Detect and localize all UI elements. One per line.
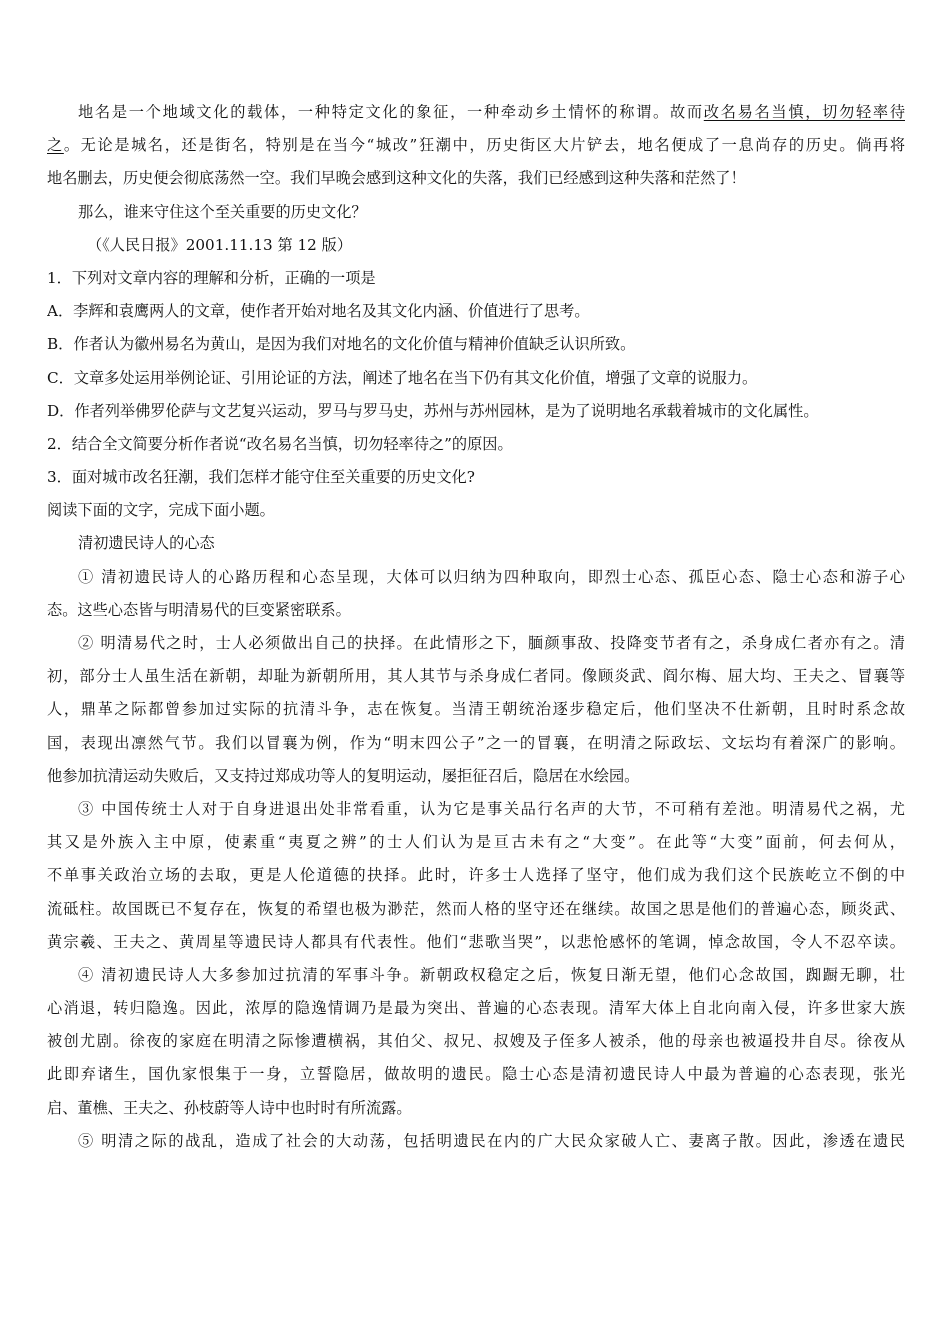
paragraph-4-line3: 被创尤剧。徐夜的家庭在明清之际惨遭横祸，其伯父、叔兄、叔嫂及子侄多人被杀，他的母亲也被逼投井自尽。徐夜从 [47, 1032, 905, 1051]
paragraph-1-line1: ① 清初遗民诗人的心路历程和心态呈现，大体可以归纳为四种取向，即烈士心态、孤臣心态、隐士心态和游子心 [78, 567, 905, 586]
question-3: 3．面对城市改名狂潮，我们怎样才能守住至关重要的历史文化? [47, 468, 475, 487]
passage1-p1-line1 [47, 96, 905, 129]
article-title: 清初遗民诗人的心态 [78, 534, 215, 553]
paragraph-3-line3: 不单事关政治立场的去取，更是人伦道德的抉择。此时，许多士人选择了坚守，他们成为我们这个民族屹立不倒的中 [47, 866, 905, 885]
paragraph-3-line1: ③ 中国传统士人对于自身进退出处非常看重，认为它是事关品行名声的大节，不可稍有差池。明清易代之祸，尤 [78, 799, 905, 818]
paragraph-4-line4: 此即弃诸生，国仇家恨集于一身，立誓隐居，做故明的遗民。隐士心态是清初遗民诗人中最为普遍的心态表现，张光 [47, 1065, 905, 1084]
passage1-p1-line2 [47, 129, 905, 162]
paragraph-2-line1: ② 明清易代之时，士人必须做出自己的抉择。在此情形之下，腼颜事敌、投降变节者有之，杀身成仁者亦有之。清 [78, 634, 905, 652]
passage1-p1-text: 。无论是城名，还是街名，特别是在当今“城改”狂潮中，历史街区大片铲去，地名便成了一息尚存的历史。倘再将 [63, 136, 905, 155]
paragraph-5-line1: ⑤ 明清之际的战乱，造成了社会的大动荡，包括明遗民在内的广大民众家破人亡、妻离子散。因此，渗透在遗民 [78, 1131, 905, 1150]
paragraph-1-line2: 态。这些心态皆与明清易代的巨变紧密联系。 [47, 600, 351, 619]
paragraph-2-line3: 人，鼎革之际都曾参加过实际的抗清斗争，志在恢复。当清王朝统治逐步稳定后，他们坚决不仕新朝，且时时系念故 [47, 700, 905, 719]
option-b: B．作者认为徽州易名为黄山，是因为我们对地名的文化价值与精神价值缺乏认识所致。 [47, 335, 636, 354]
source-citation: （《人民日报》2001.11.13 第 12 版） [87, 235, 353, 254]
question-2: 2．结合全文简要分析作者说“改名易名当慎，切勿轻率待之”的原因。 [47, 434, 513, 453]
underlined-quote-end: 之 [47, 136, 64, 155]
reading-instruction: 阅读下面的文字，完成下面小题。 [47, 501, 275, 520]
paragraph-2-line5: 他参加抗清运动失败后，又支持过郑成功等人的复明运动，屡拒征召后，隐居在水绘园。 [47, 766, 640, 785]
option-d: D．作者列举佛罗伦萨与文艺复兴运动，罗马与罗马史，苏州与苏州园林，是为了说明地名承载着城市的文化属性。 [47, 401, 819, 420]
paragraph-2-line2: 初，部分士人虽生活在新朝，却耻为新朝所用，其人其节与杀身成仁者同。像顾炎武、阎尔梅、屈大均、王夫之、冒襄等 [47, 667, 905, 686]
question-1: 1．下列对文章内容的理解和分析，正确的一项是 [47, 268, 376, 287]
paragraph-3-line5: 黄宗羲、王夫之、黄周星等遗民诗人都具有代表性。他们“悲歌当哭”，以悲怆感怀的笔调，悼念故国，令人不忍卒读。 [47, 932, 905, 951]
underlined-quote: 改名易名当慎，切勿轻率待 [703, 103, 905, 121]
paragraph-4-line2: 心消退，转归隐逸。因此，浓厚的隐逸情调乃是最为突出、普遍的心态表现。清军大体上自北向南入侵，许多世家大族 [47, 999, 905, 1018]
passage1-p2: 那么，谁来守住这个至关重要的历史文化？ [78, 202, 367, 221]
passage1-p1-text: 地名是一个地域文化的载体，一种特定文化的象征，一种牵动乡土情怀的称谓。故而 [78, 103, 704, 121]
paragraph-4-line5: 启、董樵、王夫之、孙枝蔚等人诗中也时时有所流露。 [47, 1098, 412, 1117]
option-c: C．文章多处运用举例论证、引用论证的方法，阐述了地名在当下仍有其文化价值，增强了文章的说服力。 [47, 368, 758, 387]
paragraph-4-line1: ④ 清初遗民诗人大多参加过抗清的军事斗争。新朝政权稳定之后，恢复日渐无望，他们心念故国，踟蹰无聊，壮 [78, 965, 905, 984]
paragraph-3-line4: 流砥柱。故国既已不复存在，恢复的希望也极为渺茫，然而人格的坚守还在继续。故国之思是他们的普遍心态，顾炎武、 [47, 899, 905, 918]
paragraph-3-line2: 其又是外族入主中原，使素重“夷夏之辨”的士人们认为是亘古未有之“大变”。在此等“大变”面前，何去何从， [47, 833, 905, 852]
document-page [47, 96, 905, 1158]
passage1-p1-line3: 地名删去，历史便会彻底荡然一空。我们早晚会感到这种文化的失落，我们已经感到这种失落和茫然了！ [47, 169, 746, 188]
paragraph-2-line4: 国，表现出凛然气节。我们以冒襄为例，作为“明末四公子”之一的冒襄，在明清之际政坛、文坛均有着深广的影响。 [47, 733, 905, 752]
option-a: A．李辉和袁鹰两人的文章，使作者开始对地名及其文化内涵、价值进行了思考。 [47, 302, 590, 321]
